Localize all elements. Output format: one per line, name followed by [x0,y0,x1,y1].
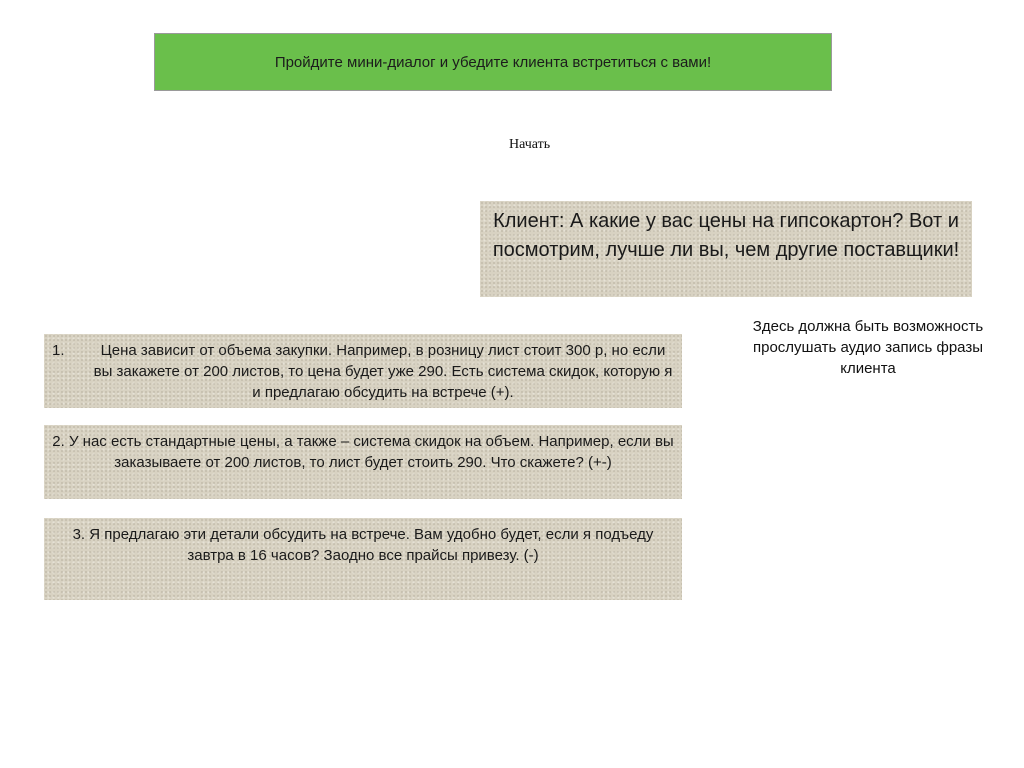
answer-option-2[interactable] [44,425,682,499]
instruction-banner [154,33,832,91]
client-speech-box [480,201,972,297]
start-button[interactable]: Начать [509,137,551,152]
answer-text: 3. Я предлагаю эти детали обсудить на встрече. Вам удобно будет, если я подъеду завтра в 16 часов? Заодно все прайсы привезу. (-) [72,526,654,564]
answer-text: Цена зависит от объема закупки. Например, в розницу лист стоит 300 р, но если вы закажете от 200 листов, то цена будет уже 290. Есть система скидок, которую я и предлагаю обсудить на встрече (+). [93,342,673,401]
client-speech-text: Клиент: А какие у вас цены на гипсокартон? Вот и посмотрим, лучше ли вы, чем другие поставщики! [492,210,960,261]
answer-text: 2. У нас есть стандартные цены, а также – система скидок на объем. Например, если вы заказываете от 200 листов, то лист будет стоить 290. Что скажете? (+-) [52,433,674,471]
answer-number: 1. [52,342,65,359]
audio-note: Здесь должна быть возможность прослушать аудио запись фразы клиента [752,318,984,377]
answer-option-1[interactable] [44,334,682,408]
instruction-text: Пройдите мини-диалог и убедите клиента встретиться с вами! [274,53,712,71]
answer-option-3[interactable] [44,518,682,600]
